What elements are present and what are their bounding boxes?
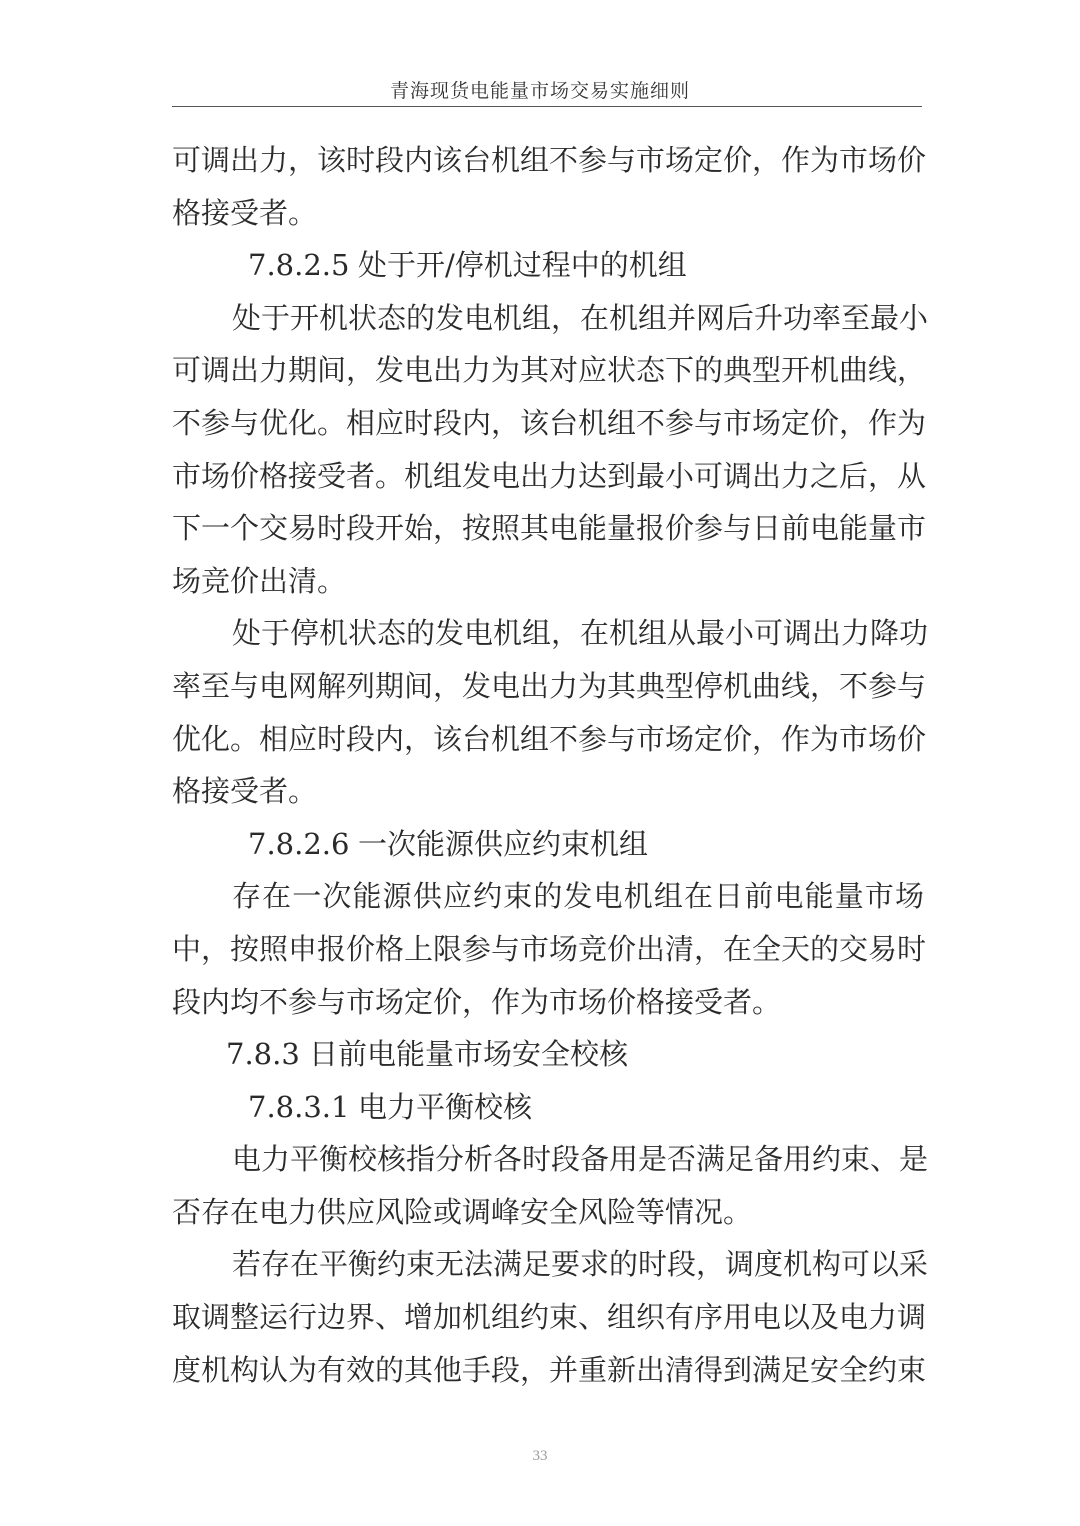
section-heading-7-8-3-1 [172, 1081, 924, 1134]
text-line: 处于开机状态的发电机组，在机组并网后升功率至最小 [232, 300, 929, 335]
page-number: 33 [532, 1448, 548, 1464]
section-heading-7-8-2-5 [172, 239, 924, 292]
text-line: 市场价格接受者。机组发电出力达到最小可调出力之后，从 [172, 458, 927, 493]
section-heading-7-8-3 [172, 1028, 924, 1081]
text-line: 场竞价出清。 [172, 563, 347, 598]
page-body [172, 134, 929, 1396]
text-line: 若存在平衡约束无法满足要求的时段，调度机构可以采 [232, 1247, 929, 1282]
text-line: 存在一次能源供应约束的发电机组在日前电能量市场 [232, 879, 924, 914]
text-line: 取调整运行边界、增加机组约束、组织有序用电以及电力调 [172, 1300, 927, 1335]
section-number: 7.8.2.5 [248, 248, 350, 283]
section-heading-7-8-2-6 [172, 818, 924, 871]
text-line: 否存在电力供应风险或调峰安全风险等情况。 [172, 1194, 753, 1229]
text-line: 可调出力期间，发电出力为其对应状态下的典型开机曲线， [172, 353, 927, 388]
text-line: 段内均不参与市场定价，作为市场价格接受者。 [172, 984, 782, 1019]
text-line: 格接受者。 [172, 195, 318, 230]
text-line: 可调出力，该时段内该台机组不参与市场定价，作为市场价 [172, 143, 927, 177]
text-line: 不参与优化。相应时段内，该台机组不参与市场定价，作为 [172, 405, 927, 440]
section-title: 一次能源供应约束机组 [358, 826, 649, 861]
header-divider [172, 106, 922, 107]
text-line: 电力平衡校核指分析各时段备用是否满足备用约束、是 [232, 1142, 929, 1177]
text-line: 下一个交易时段开始，按照其电能量报价参与日前电能量市 [172, 511, 927, 546]
running-header: 青海现货电能量市场交易实施细则 [389, 80, 690, 102]
text-line: 度机构认为有效的其他手段，并重新出清得到满足安全约束 [172, 1352, 927, 1387]
text-line: 格接受者。 [172, 774, 318, 809]
section-title: 处于开/停机过程中的机组 [358, 248, 687, 283]
text-line: 率至与电网解列期间，发电出力为其典型停机曲线，不参与 [172, 668, 927, 703]
section-number: 7.8.2.6 [248, 826, 350, 861]
text-line: 中，按照申报价格上限参与市场竞价出清，在全天的交易时 [172, 931, 927, 966]
section-title: 日前电能量市场安全校核 [309, 1037, 629, 1072]
text-line: 处于停机状态的发电机组，在机组从最小可调出力降功 [232, 616, 929, 651]
section-title: 电力平衡校核 [358, 1089, 533, 1124]
section-number: 7.8.3 [226, 1037, 300, 1072]
section-number: 7.8.3.1 [248, 1089, 350, 1124]
text-line: 优化。相应时段内，该台机组不参与市场定价，作为市场价 [172, 721, 927, 756]
